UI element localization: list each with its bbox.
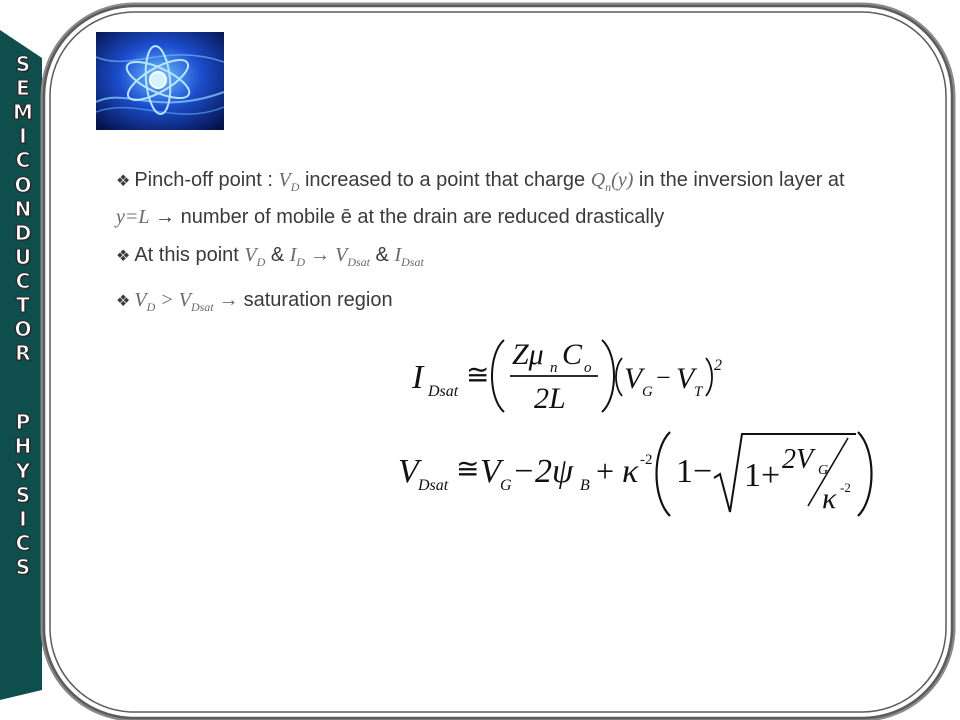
eq2-num-sub: G xyxy=(818,463,829,478)
eq1-den: 2L xyxy=(534,382,566,415)
eq2-lhs-sub: Dsat xyxy=(418,477,449,494)
bullet-text: & xyxy=(265,244,290,266)
eq2-inner: 1+ xyxy=(744,457,781,494)
side-title-letter: Y xyxy=(15,458,31,483)
side-title-letter: S xyxy=(15,554,31,579)
eq1-num: Zμ xyxy=(512,338,544,371)
side-title-letter: N xyxy=(14,196,32,221)
eq2-one-minus: 1− xyxy=(676,453,713,490)
eq1-minus: − xyxy=(656,363,671,392)
bullet-text: saturation region xyxy=(243,289,393,311)
bullet-pinch-off xyxy=(116,165,856,232)
side-title-letter: S xyxy=(15,52,31,76)
eq1-num-sub: n xyxy=(550,360,558,376)
side-title-letter: I xyxy=(19,506,27,531)
arrow-symbol: → xyxy=(213,289,244,311)
side-title-letter: C xyxy=(15,530,31,555)
side-title-letter: R xyxy=(15,341,31,366)
eq2-den-sup: -2 xyxy=(840,480,851,495)
eq2-left-paren xyxy=(657,432,671,516)
side-title-letter: I xyxy=(19,124,27,149)
math-qn: $Q_n(y)$ xyxy=(590,169,634,194)
bullet-text: & xyxy=(369,244,395,266)
math-vdsat: $V_{Dsat}$ xyxy=(335,244,370,269)
side-title-letter: P xyxy=(15,410,31,435)
side-title-letter: M xyxy=(13,100,33,125)
math-idsat: $I_{Dsat}$ xyxy=(394,244,424,269)
side-title-letter: C xyxy=(15,268,31,293)
side-title-letter: T xyxy=(16,293,30,317)
eq2-vg: V xyxy=(480,453,501,490)
math-gt: > xyxy=(155,289,179,311)
eq2-plus: + xyxy=(596,453,615,489)
eq1-lhs: I xyxy=(412,359,424,396)
side-title-letter: O xyxy=(14,172,32,197)
equation-idsat xyxy=(410,334,730,418)
side-title-letter: S xyxy=(15,482,31,507)
eq2-den: κ xyxy=(822,482,837,515)
eq1-approx: ≅ xyxy=(466,360,490,391)
math-id: $I_D$ xyxy=(289,244,306,269)
side-title-letter: U xyxy=(14,244,32,269)
atom-logo-icon xyxy=(96,32,224,130)
diamond-bullet-icon: ❖ xyxy=(116,293,131,310)
eq2-psi-sub: B xyxy=(580,477,590,494)
diamond-bullet-icon: ❖ xyxy=(116,248,131,265)
math-vdsat: $V_{Dsat}$ xyxy=(178,289,214,314)
eq2-num: 2V xyxy=(782,444,814,475)
bullet-text: increased to a point that charge xyxy=(299,169,591,191)
math-vd: $V_D$ xyxy=(244,244,266,269)
eq1-vt: V xyxy=(676,362,695,395)
math-y-eq-l: y=L xyxy=(116,206,150,228)
math-vd: $V_D$ xyxy=(134,289,156,314)
eq1-paren2-right xyxy=(706,358,712,396)
eq1-vg: V xyxy=(624,362,643,395)
side-title-letter: C xyxy=(15,148,31,173)
slide-content xyxy=(116,165,856,330)
eq2-vg-sub: G xyxy=(500,477,512,494)
eq1-lhs-sub: Dsat xyxy=(428,383,459,400)
arrow-symbol: → xyxy=(149,206,181,228)
bullet-text: At this point xyxy=(134,244,245,266)
eq1-paren2-left xyxy=(616,358,622,396)
side-title-letter: D xyxy=(14,220,32,245)
eq1-right-paren xyxy=(602,340,614,412)
bullet-text: in the inversion layer at xyxy=(633,169,845,191)
eq2-kappa: κ xyxy=(622,453,639,490)
bullet-text: Pinch-off point : xyxy=(134,169,279,191)
eq2-approx: ≅ xyxy=(456,454,480,485)
eq1-num-c: C xyxy=(562,338,583,371)
eq1-vg-sub: G xyxy=(642,384,653,400)
eq1-num-c-sub: o xyxy=(584,360,592,376)
side-title-letter: E xyxy=(16,76,30,101)
math-vd: $V_D$ xyxy=(278,169,300,194)
eq1-vt-sub: T xyxy=(694,384,703,400)
eq2-2psi: −2ψ xyxy=(512,453,574,490)
arrow-symbol: → xyxy=(305,244,336,266)
eq2-right-paren xyxy=(858,432,872,516)
eq1-left-paren xyxy=(492,340,504,412)
eq1-power: 2 xyxy=(714,357,722,374)
eq2-lhs: V xyxy=(398,453,419,490)
side-title-letter: H xyxy=(14,434,32,459)
bullet-at-this-point xyxy=(116,240,856,277)
bullet-text: number of mobile ē at the drain are reduced drastically xyxy=(180,206,665,228)
eq2-kappa-sup: -2 xyxy=(640,452,653,468)
side-title-letter: O xyxy=(14,317,32,342)
equation-vdsat xyxy=(396,428,876,520)
bullet-saturation xyxy=(116,285,856,322)
diamond-bullet-icon: ❖ xyxy=(116,173,131,190)
